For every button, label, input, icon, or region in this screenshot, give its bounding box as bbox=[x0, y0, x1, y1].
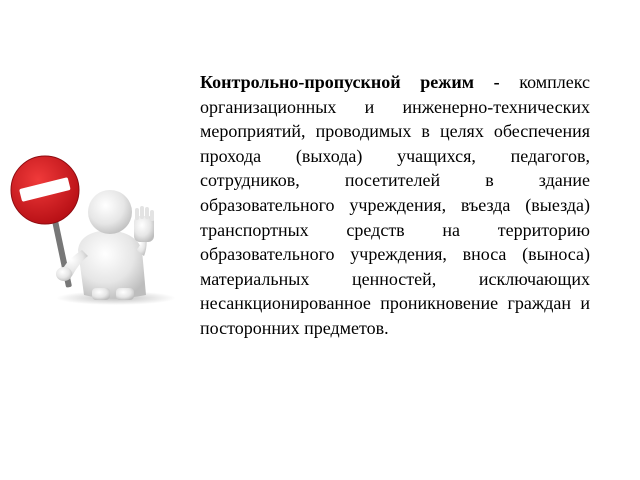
stop-figure-graphic bbox=[8, 150, 188, 320]
stop-sign-figure-icon bbox=[8, 150, 188, 320]
definition-paragraph bbox=[200, 70, 590, 341]
definition-body: комплекс организационных и инженерно-технических мероприятий, проводимых в целях обеспечения прохода (выхода) учащихся, педагогов, сотрудников, посетителей в здание образовательного учреждения, въезда (выезда) транспортных средств на территорию образовательного учреждения, вноса (выноса) материальных ценностей, исключающих несанкционированное проникновение граждан и посторонних предметов. bbox=[200, 72, 591, 338]
definition-term: Контрольно-пропускной режим - bbox=[200, 72, 500, 92]
